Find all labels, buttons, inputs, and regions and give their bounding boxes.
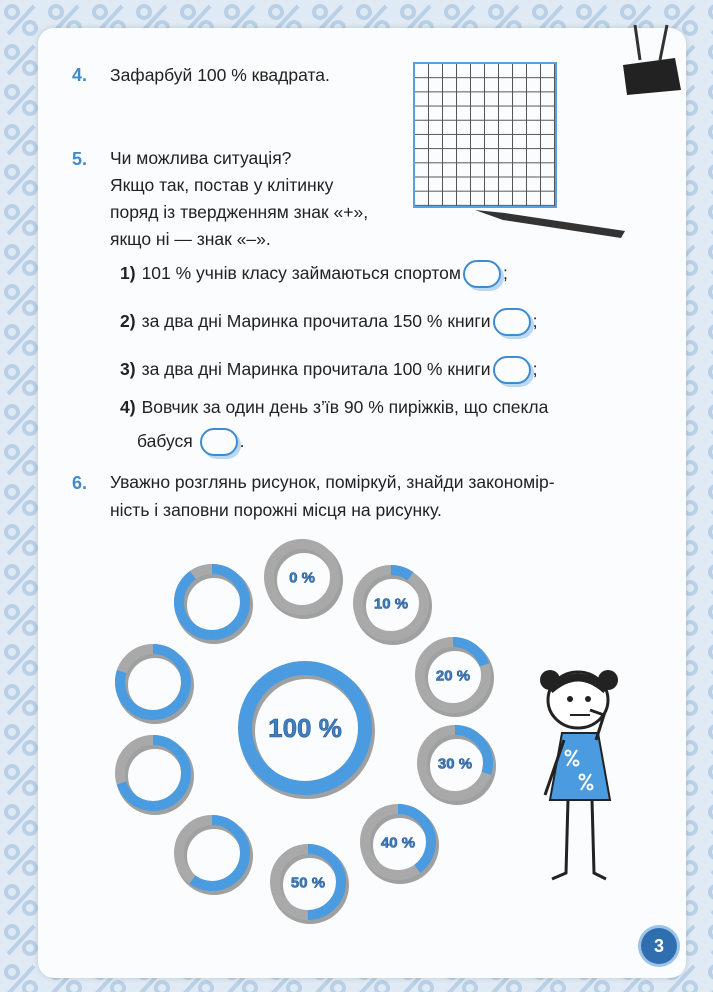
ring-fill-arc bbox=[179, 569, 245, 635]
item-number: 2) bbox=[120, 311, 136, 331]
percent-ring bbox=[179, 820, 247, 889]
percent-ring bbox=[275, 849, 343, 918]
girl-figure-illustration bbox=[530, 665, 630, 890]
punctuation: ; bbox=[532, 311, 538, 331]
task-5-line: поряд із твердженням знак «+», bbox=[110, 202, 369, 222]
percent-ring bbox=[422, 730, 490, 799]
ring-label: 10 % bbox=[373, 595, 409, 613]
task-5-number: 5. bbox=[72, 149, 88, 169]
punctuation: ; bbox=[502, 263, 508, 283]
percent-ring bbox=[365, 809, 433, 878]
percent-ring bbox=[179, 569, 247, 638]
percent-ring bbox=[269, 544, 337, 613]
punctuation: ; bbox=[532, 359, 538, 379]
task-4-number: 4. bbox=[72, 65, 88, 85]
statement-text: за два дні Маринка прочитала 100 % книги bbox=[141, 359, 491, 379]
task-6-number: 6. bbox=[72, 473, 88, 493]
ring-label: 0 % bbox=[289, 569, 315, 587]
statement-text: 101 % учнів класу займаються спортом bbox=[141, 263, 461, 283]
item-number: 3) bbox=[120, 359, 136, 379]
item-number: 1) bbox=[120, 263, 136, 283]
task-5-line: якщо ні — знак «–». bbox=[110, 229, 271, 249]
statement-text: бабуся bbox=[137, 431, 193, 451]
percent-ring bbox=[120, 740, 188, 809]
percent-ring bbox=[358, 570, 426, 639]
task-5-line: Якщо так, постав у клітинку bbox=[110, 175, 334, 195]
statement-text: за два дні Маринка прочитала 150 % книги bbox=[141, 311, 491, 331]
statement-text: Вовчик за один день з’їв 90 % пиріжків, що спекла bbox=[141, 397, 549, 417]
ring-100-percent bbox=[245, 668, 367, 791]
page-number: 3 bbox=[641, 928, 677, 964]
punctuation: . bbox=[239, 431, 245, 451]
ring-label: 30 % bbox=[437, 755, 473, 773]
ring-label: 100 % bbox=[268, 713, 342, 744]
task-6-line: ність і заповни порожні місця на рисунку. bbox=[110, 500, 442, 520]
percent-ring bbox=[420, 642, 488, 711]
ring-label: 20 % bbox=[435, 667, 471, 685]
task-6-line: Уважно розглянь рисунок, поміркуй, знайди закономір- bbox=[110, 472, 555, 492]
ring-label: 40 % bbox=[380, 834, 416, 852]
item-number: 4) bbox=[120, 397, 136, 417]
task-4-text: Зафарбуй 100 % квадрата. bbox=[110, 65, 330, 85]
task-5-line: Чи можлива ситуація? bbox=[110, 148, 292, 168]
ring-label: 50 % bbox=[290, 874, 326, 892]
percent-ring bbox=[120, 649, 188, 718]
